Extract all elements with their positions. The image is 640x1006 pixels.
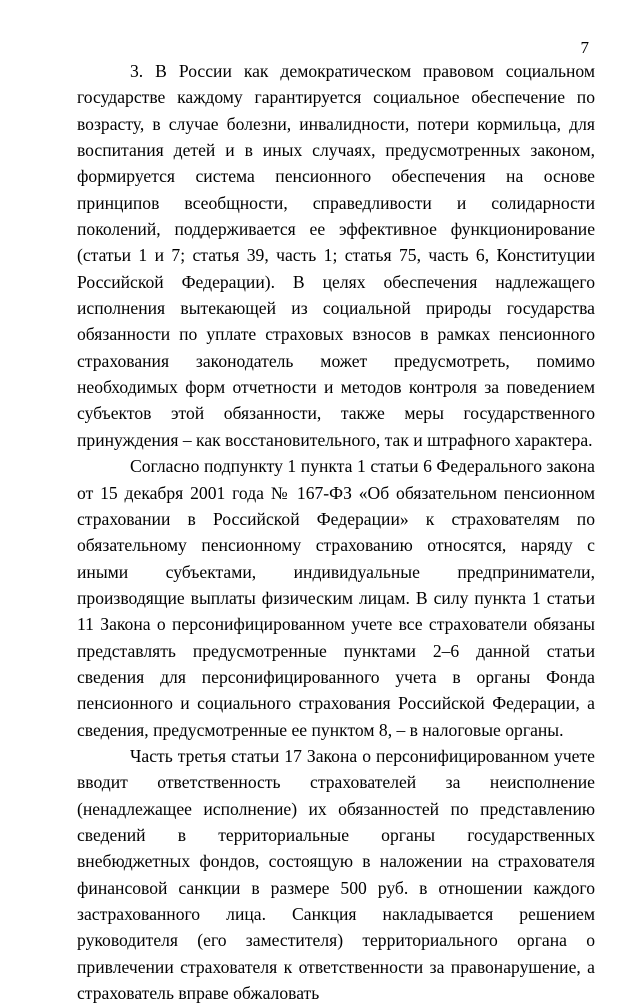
paragraph-insurers: Согласно подпункту 1 пункта 1 статьи 6 Федерального закона от 15 декабря 2001 года № 167-ФЗ «Об обязательном пенсионном страховании в Российской Федерации» к страхователям по обязательному пенсионному страхованию относятся, наряду с иными субъектами, индивидуальные предприниматели, производящие выплаты физическим лицам. В силу пункта 1 статьи 11 Закона о персонифицированном учете все страхователи обязаны представлять предусмотренные пунктами 2–6 данной статьи сведения для персонифицированного учета в органы Фонда пенсионного и социального страхования Российской Федерации, а сведения, предусмотренные ее пунктом 8, – в налоговые органы. (77, 456, 595, 740)
page-number: 7 (580, 38, 589, 57)
document-body (77, 58, 595, 1006)
paragraph-liability: Часть третья статьи 17 Закона о персонифицированном учете вводит ответственность страхователей за неисполнение (ненадлежащее исполнение) их обязанностей по представлению сведений в территориальные органы государственных внебюджетных фондов, состоящую в наложении на страхователя финансовой санкции в размере 500 руб. в отношении каждого застрахованного лица. Санкция накладывается решением руководителя (его заместителя) территориального органа о привлечении страхователя к ответственности за правонарушение, а страхователь вправе обжаловать (77, 745, 595, 1004)
paragraph-social-security: 3. В России как демократическом правовом социальном государстве каждому гарантируется социальное обеспечение по возрасту, в случае болезни, инвалидности, потери кормильца, для воспитания детей и в иных случаях, предусмотренных законом, формируется система пенсионного обеспечения на основе принципов всеобщности, справедливости и солидарности поколений, поддерживается ее эффективное функционирование (статьи 1 и 7; статья 39, часть 1; статья 75, часть 6, Конституции Российской Федерации). В целях обеспечения надлежащего исполнения вытекающей из социальной природы государства обязанности по уплате страховых взносов в рамках пенсионного страхования законодатель может предусмотреть, помимо необходимых форм отчетности и методов контроля за поведением субъектов этой обязанности, также меры государственного принуждения – как восстановительного, так и штрафного характера. (77, 61, 595, 450)
